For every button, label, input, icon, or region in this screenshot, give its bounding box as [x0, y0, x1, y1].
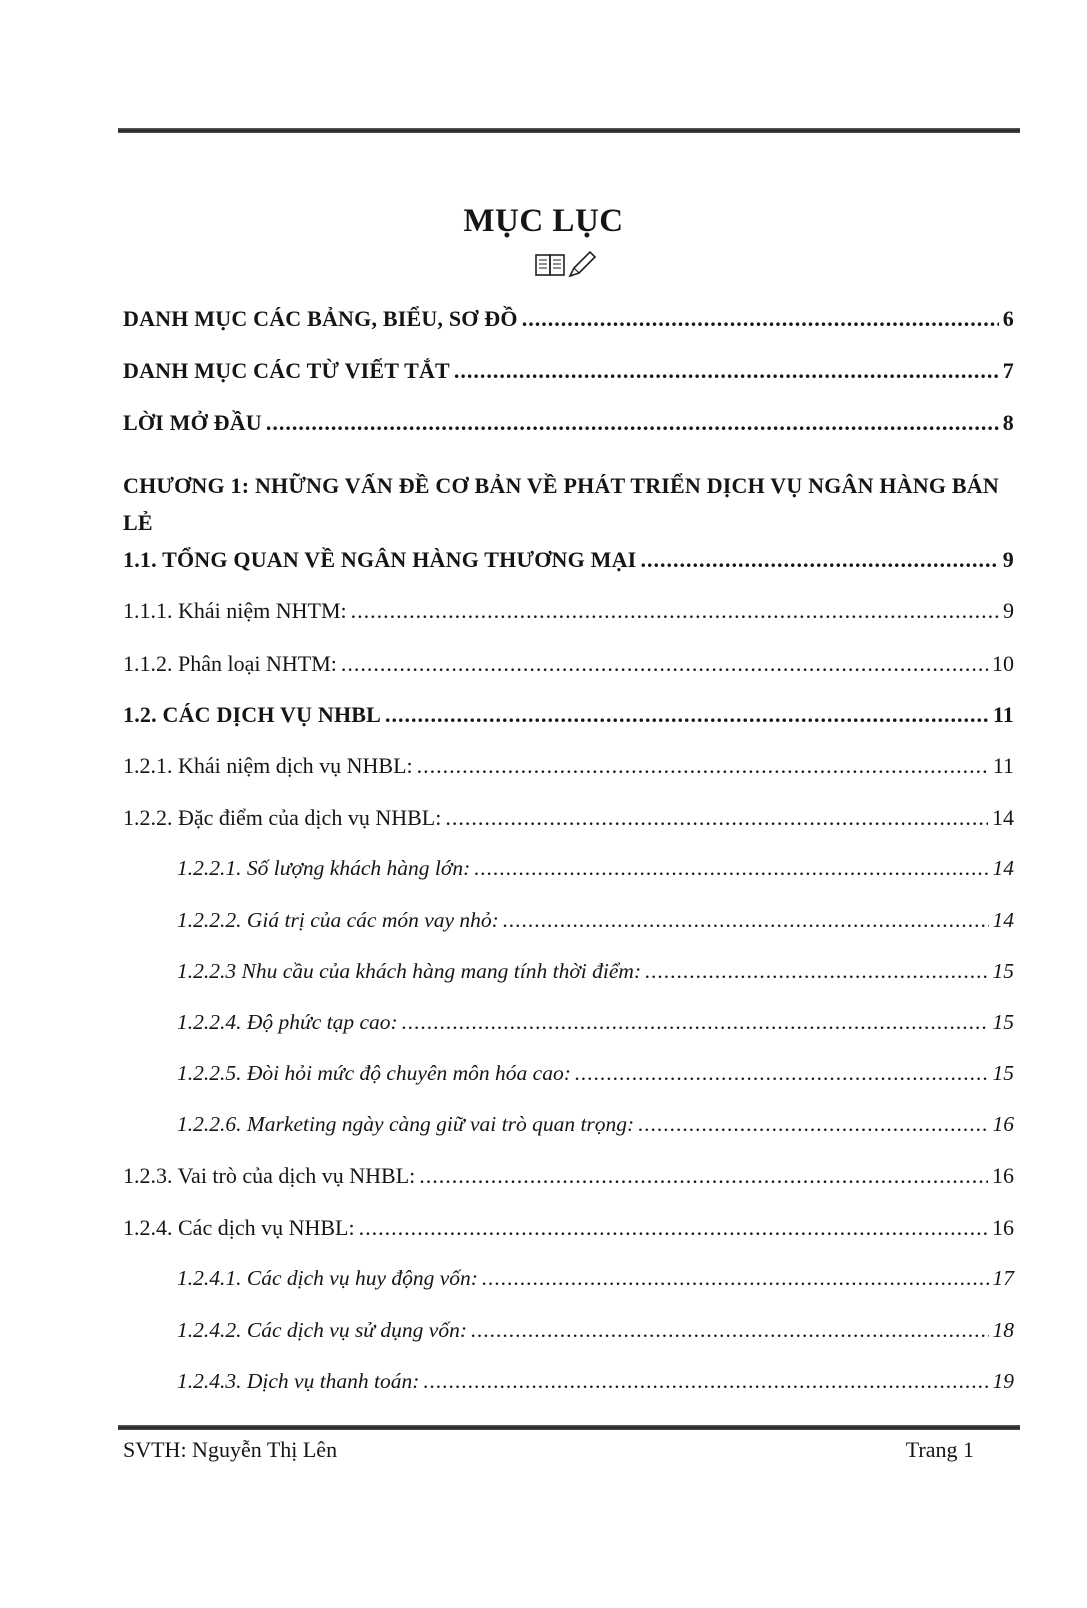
toc-page-number: 14: [992, 856, 1014, 880]
toc-leader: [474, 856, 988, 881]
toc-entry-text: 1.2.2.1. Số lượng khách hàng lớn:: [177, 856, 471, 880]
toc-entry[interactable]: [177, 950, 1014, 984]
toc-page-number: 11: [992, 702, 1014, 727]
toc-page-number: 14: [992, 908, 1014, 932]
toc-entry-text: 1.2.2.2. Giá trị của các món vay nhỏ:: [177, 908, 499, 932]
toc-leader: [482, 1266, 989, 1291]
toc-page-number: 19: [992, 1369, 1014, 1393]
toc-entry-text: 1.1.2. Phân loại NHTM:: [123, 651, 337, 676]
toc-entry[interactable]: [177, 1360, 1014, 1394]
footer-rule: [118, 1425, 1020, 1430]
toc-entry-text: LỜI MỞ ĐẦU: [123, 410, 262, 435]
toc-page-number: 15: [992, 1061, 1014, 1085]
toc-page-number: 6: [1002, 306, 1014, 331]
toc-page-number: 16: [992, 1112, 1014, 1136]
toc-page-number: 9: [1003, 598, 1014, 623]
toc-leader: [423, 1369, 988, 1394]
toc-page-number: 9: [1002, 547, 1014, 572]
toc-entry[interactable]: [123, 402, 1014, 436]
toc-entry-text: 1.2.2.4. Độ phức tạp cao:: [177, 1010, 398, 1034]
toc-entry[interactable]: [123, 350, 1014, 384]
toc-entry-text: DANH MỤC CÁC BẢNG, BIỂU, SƠ ĐỒ: [123, 306, 518, 331]
toc-entry-text: 1.2.2. Đặc điểm của dịch vụ NHBL:: [123, 805, 442, 830]
toc-leader: [471, 1318, 989, 1343]
toc-leader: [645, 959, 988, 984]
toc-page-number: 8: [1002, 410, 1014, 435]
toc-leader: [575, 1061, 989, 1086]
toc-leader: [385, 702, 989, 728]
toc-page-number: 15: [992, 959, 1014, 983]
toc-entry-text: 1.2.4.2. Các dịch vụ sử dụng vốn:: [177, 1318, 467, 1342]
toc-entry-text: 1.2.3. Vai trò của dịch vụ NHBL:: [123, 1163, 416, 1188]
toc-leader: [266, 410, 999, 436]
toc-leader: [341, 651, 988, 677]
toc-entry-text: 1.2.4. Các dịch vụ NHBL:: [123, 1215, 355, 1240]
toc-entry[interactable]: [123, 797, 1014, 831]
toc-entry-text: 1.1.1. Khái niệm NHTM:: [123, 598, 347, 623]
toc-entry[interactable]: [177, 1309, 1014, 1343]
footer-page-label: Trang 1: [905, 1437, 974, 1462]
toc-entry[interactable]: [177, 1257, 1014, 1291]
toc-page-number: 7: [1002, 358, 1014, 383]
toc-entry-text: 1.2. CÁC DỊCH VỤ NHBL: [123, 702, 382, 727]
toc-entry[interactable]: [123, 745, 1014, 779]
toc-page-number: 18: [992, 1318, 1014, 1342]
toc-entry-text: 1.2.2.5. Đòi hỏi mức độ chuyên môn hóa cao:: [177, 1061, 571, 1085]
toc-entry[interactable]: [177, 847, 1014, 881]
toc-entry[interactable]: [177, 1103, 1014, 1137]
page-title: MỤC LỤC: [463, 203, 624, 239]
toc-entry[interactable]: [123, 298, 1014, 332]
toc-entry[interactable]: [123, 539, 1014, 573]
toc-entry-text: DANH MỤC CÁC TỪ VIẾT TẮT: [123, 358, 450, 383]
toc-entry-text: 1.2.1. Khái niệm dịch vụ NHBL:: [123, 753, 413, 778]
toc-leader: [638, 1112, 988, 1137]
toc-entry[interactable]: [123, 590, 1014, 624]
toc-page-number: 17: [992, 1266, 1014, 1290]
toc-entry[interactable]: [177, 899, 1014, 933]
toc-leader: [359, 1215, 988, 1241]
toc-entry-text: 1.2.2.3 Nhu cầu của khách hàng mang tính thời điểm:: [177, 959, 642, 983]
toc-page-number: 10: [992, 651, 1014, 676]
toc-entry[interactable]: [123, 694, 1014, 728]
toc-leader: [417, 753, 989, 779]
toc-entry[interactable]: [123, 1207, 1014, 1241]
toc-entry[interactable]: [177, 1052, 1014, 1086]
footer-author: SVTH: Nguyễn Thị Lên: [123, 1437, 338, 1462]
toc-leader: [445, 805, 988, 831]
toc-entry[interactable]: [123, 643, 1014, 677]
toc-leader: [454, 358, 999, 384]
toc-leader: [419, 1163, 988, 1189]
toc-entry-text: 1.2.4.1. Các dịch vụ huy động vốn:: [177, 1266, 478, 1290]
toc-page-number: 16: [992, 1163, 1014, 1188]
toc-entry[interactable]: [177, 1001, 1014, 1035]
toc-entry-text: 1.2.4.3. Dịch vụ thanh toán:: [177, 1369, 420, 1393]
toc-leader: [402, 1010, 989, 1035]
toc-leader: [522, 306, 999, 332]
toc-entry-text: 1.2.2.6. Marketing ngày càng giữ vai trò quan trọng:: [177, 1112, 635, 1136]
toc-page-number: 16: [992, 1215, 1014, 1240]
toc-leader: [351, 598, 999, 624]
chapter-heading[interactable]: CHƯƠNG 1: NHỮNG VẤN ĐỀ CƠ BẢN VỀ PHÁT TRIỂN DỊCH VỤ NGÂN HÀNG BÁN LẺ: [123, 473, 999, 535]
toc-leader: [640, 547, 998, 573]
toc-page-number: 14: [992, 805, 1014, 830]
toc-entry-text: 1.1. TỔNG QUAN VỀ NGÂN HÀNG THƯƠNG MẠI: [123, 547, 637, 572]
toc-page-number: 11: [992, 753, 1014, 778]
toc-page-number: 15: [992, 1010, 1014, 1034]
toc-entry[interactable]: [123, 1155, 1014, 1189]
toc-leader: [503, 908, 989, 933]
